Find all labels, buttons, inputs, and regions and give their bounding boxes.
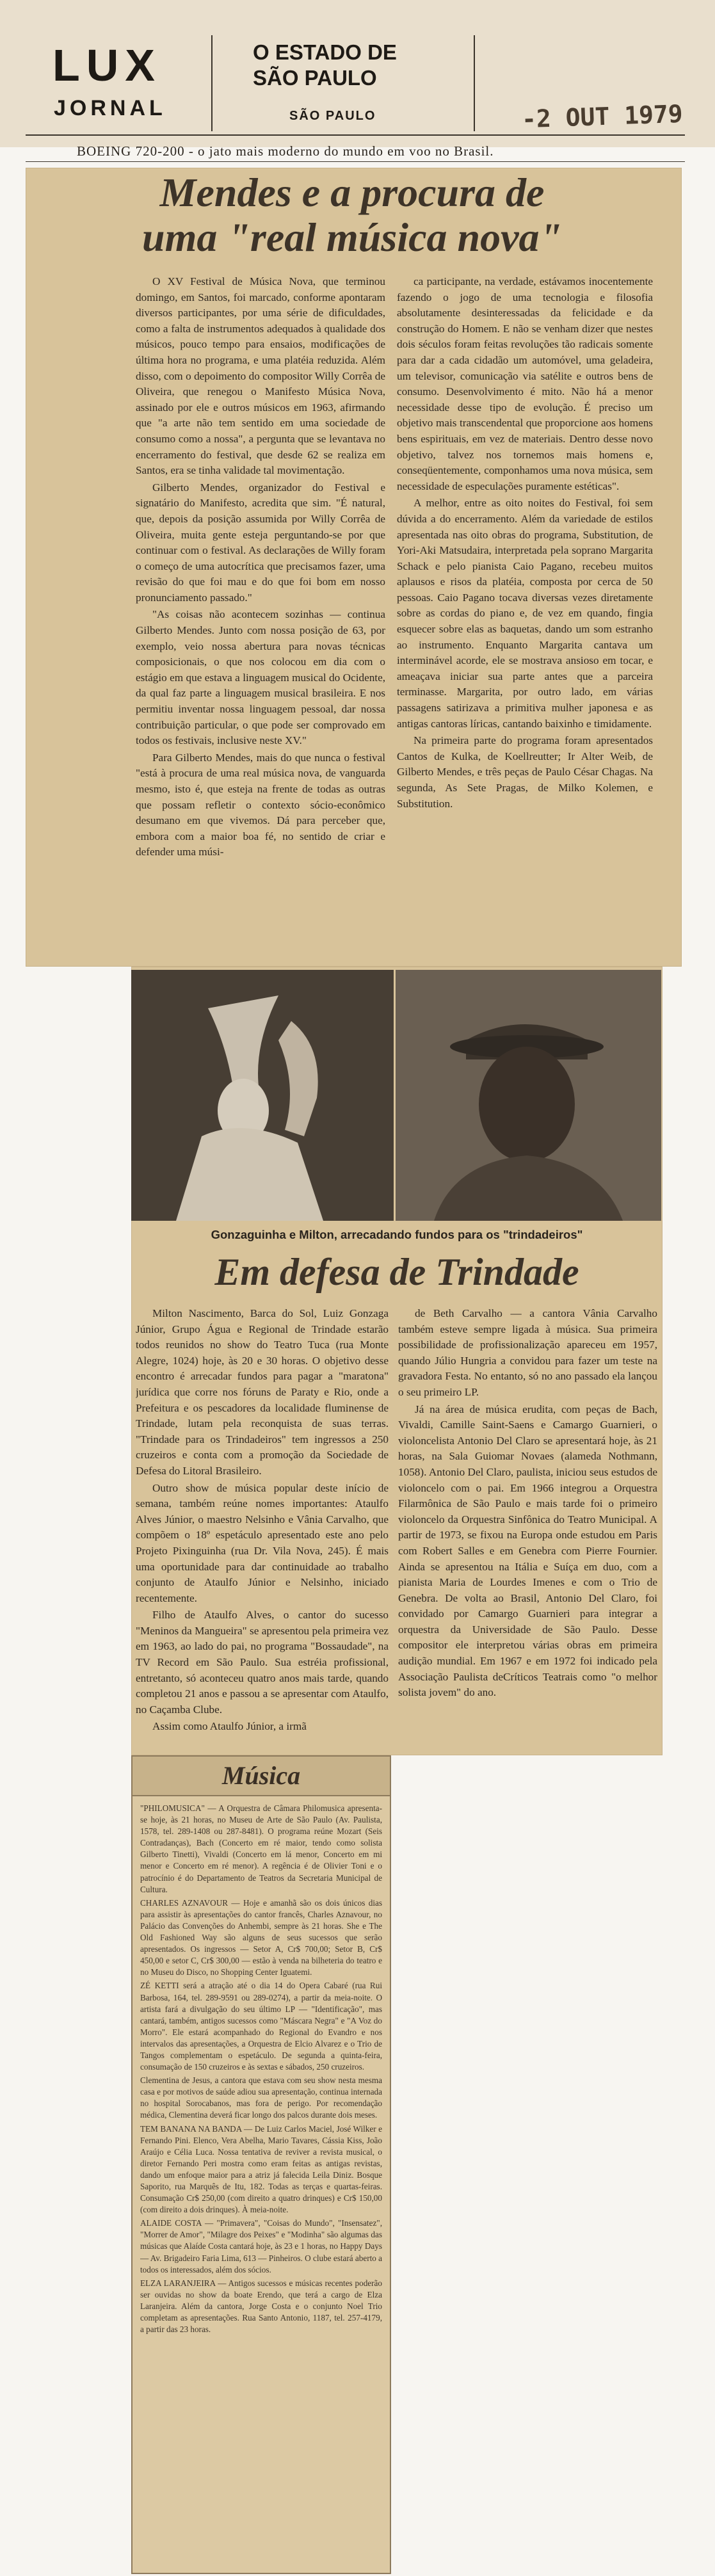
listing-item: "PHILOMUSICA" — A Orquestra de Câmara Philomusica apresenta-se hoje, às 21 horas, no Museu de Arte de São Paulo (Av. Paulista, 1578, tel. 289-1408 ou 287-8481). O programa reúne Mozart (Seis Contradanças), Bach (Concerto em ré maior, tendo como solista Gilberto Tinetti), Vivaldi (Concerto em lá menor, Concerto em mi menor e Concerto em ré menor). A regência é de Olivier Toni e o patrocínio é do Departamento de Teatros da Secretaria Municipal de Cultura.: [140, 1803, 382, 1894]
newspaper-name: [253, 40, 397, 91]
paragraph: ca participante, na verdade, estávamos inocentemente fazendo o jogo de uma tecnologia e filosofia absolutamente desinteressadas da felicidade e da construção do Homem. E não se venham dizer que nestes dois séculos foram feitas revoluções tão radicais somente para dar a cada cidadão um automóvel, uma geladeira, um televisor, comunicação via satélite e outros bens de consumo. Desenvolvimento é mito. Não há a menor necessidade desse tipo de evolução. É preciso um objetivo mais transcendental que proporcione aos homens bens espirituais, em vez de materiais. Dentro desse novo objetivo, talvez nos tornemos mais homens e, conseqüentemente, componhamos uma nova música, sem necessidade de especulações puramente estéticas".: [397, 275, 653, 492]
paragraph: de Beth Carvalho — a cantora Vânia Carvalho também esteve sempre ligada à música. Sua primeira possibilidade de profissionalização apareceu em 1957, quando Júlio Hungria a convidou para fazer um teste na gravadora Festa. No entanto, só no ano passado ela lançou o seu primeiro LP.: [398, 1307, 657, 1398]
gonzaguinha-photo: [131, 970, 394, 1221]
gonzaguinha-photo-image: [131, 970, 394, 1221]
article2-headline: Em defesa de Trindade: [214, 1251, 579, 1293]
article2-col1: [136, 1306, 389, 1754]
paragraph: "As coisas não acontecem sozinhas — continua Gilberto Mendes. Junto com nossa posição de 63, por exemplo, veio nossa abertura para novas técnicas composicionais, o que nos colocou em dia com o estágio em que estava a linguagem musical do Ocidente, da qual faz parte a linguagem musical brasileira. E nos permitiu inventar nossa linguagem pessoal, dar nossa contribuição particular, o que pode ser comprovado em todos os festivais, inclusive neste XV.": [136, 608, 385, 747]
ad-rule: [26, 161, 685, 162]
paragraph: O XV Festival de Música Nova, que terminou domingo, em Santos, foi marcado, conforme apontaram diversos participantes, por uma série de dificuldades, como a falta de instrumentos adequados à qualidade dos músicos, pouco tempo para ensaios, modificações de última hora no programa, e uma platéia reduzida. Além disso, com o depoimento do compositor Willy Corrêa de Oliveira, que renegou o Manifesto Música Nova, assinado por ele e outros músicos em 1963, afirmando que "a arte não tem sentido em uma sociedade de consumo como a nossa", a pergunta que se levantava no encerramento do festival, que desde 62 se realiza em Santos, era se tinha validade tal movimentação.: [136, 275, 385, 477]
header-divider: [474, 35, 475, 131]
lux-title: LUX: [52, 40, 161, 90]
listing-item: Clementina de Jesus, a cantora que estava com seu show nesta mesma casa e por motivos de saúde adiou sua apresentação, continua internada no hospital Sorocabanos, mas fora de perigo. Por recomendação médica, Clementina deverá ficar longo dos palcos durante dois meses.: [140, 2075, 382, 2120]
photo-caption: Gonzaguinha e Milton, arrecadando fundos para os "trindadeiros": [211, 1228, 583, 1241]
journal-subtitle: JORNAL: [54, 96, 166, 120]
musica-header: [133, 1757, 390, 1796]
paragraph: Assim como Ataulfo Júnior, a irmã: [152, 1720, 307, 1733]
article1-col2: [397, 274, 653, 959]
musica-title: Música: [221, 1761, 301, 1790]
musica-listings: [131, 1755, 391, 2574]
header-rule: [26, 134, 685, 136]
paragraph: A melhor, entre as oito noites do Festival, foi sem dúvida a do encerramento. Além da variedade de estilos apresentada nas oito obras do programa, Substitution, de Yori-Aki Matsudaira, interpretada pela soprano Margarita Schack e pelo pianista Caio Pagano, recebeu muitos aplausos e risos da platéia, composta por cerca de 50 pessoas. Caio Pagano tocava diversas vezes diretamente sobre as cordas do piano e, de vez em quando, fingia esquecer sobre elas as baquetas, dando um som estranho ao instrumento. Enquanto Margarita cantava um interminável acorde, ele se mostrava ansioso em tocar, e ameaçava iniciar sua parte antes que a parceira terminasse. Margarita, por outro lado, em várias passagens satirizava a primitiva mulher japonesa e as antigas cantoras líricas, cantando baixinho e timidamente.: [397, 497, 653, 730]
listing-item: ZÉ KETTI será a atração até o dia 14 do Opera Cabaré (rua Rui Barbosa, 164, tel. 289-9591 ou 289-0274), a partir da meia-noite. O artista fará a divulgação do seu último LP — "Identificação", mas cantará, também, antigos sucessos como "Máscara Negra" e "A Voz do Morro". Ele estará acompanhado do Regional do Evandro e nos intervalos das apresentações, a Orquestra de Elcio Alvarez e o Trio de Tangos complementam o espetáculo. De segunda a quinta-feira, consumação de 150 cruzeiros e às sextas e sábados, 250 cruzeiros.: [140, 1981, 382, 2072]
paragraph: Já na área de música erudita, com peças de Bach, Vivaldi, Camille Saint-Saens e Camargo Guarnieri, o violoncelista Antonio Del Claro se apresentará hoje, às 21 horas, na Sala Guiomar Novaes (alameda Nothmann, 1058). Antonio Del Claro, paulista, iniciou seus estudos de violoncelo com o pai. Em 1966 integrou a Orquestra Filarmônica de São Paulo e mais tarde foi o primeiro violoncelo da Orquestra Sinfônica do Teatro Municipal. A partir de 1973, se fixou na Europa onde estudou em Paris com Robert Salles e em Genebra com Pierre Fournier. Ainda se apresentou na Itália e Suíça em duo, com a pianista Maria de Lourdes Imenes e com o Trio de Genebra. De volta ao Brasil, Antonio Del Claro, foi convidado por Camargo Guarnieri para integrar a orquestra da Universidade de São Paulo. Desse compositor ele interpretou várias obras em primeira audição mundial. Em 1967 e em 1972 foi indicado pela Associação Paulista deCríticos Teatrais como "o melhor solista jovem" do ano.: [398, 1403, 657, 1699]
header-divider: [211, 35, 213, 131]
paragraph: Para Gilberto Mendes, mais do que nunca o festival "está à procura de uma real música nova, de vanguarda mesmo, isto é, que esteja na frente de todas as outras que possam refletir o contexto sócio-econômico desumano em que vivemos. Dá para perceber que, embora com a maior boa fé, no sentido de criar e defender uma músi-: [136, 751, 385, 858]
article1-headline-line2: uma "real música nova": [142, 214, 562, 260]
milton-photo: [396, 970, 661, 1221]
ad-line: BOEING 720-200 - o jato mais moderno do mundo em voo no Brasil.: [77, 143, 494, 159]
paragraph: Milton Nascimento, Barca do Sol, Luiz Gonzaga Júnior, Grupo Água e Regional de Trindade estarão todos reunidos no show do Teatro Tuca (rua Monte Alegre, 1024) hoje, às 20 e 30 horas. O objetivo desse encontro é arrecadar fundos para pagar a "maratona" jurídica que corre nos fóruns de Paraty e Rio, onde a Prefeitura e os pescadores da localidade fluminense de Trindade, lutam pela reconquista de suas terras. "Trindade para os Trindadeiros" tem ingressos a 250 cruzeiros e conta com a promoção da Sociedade de Defesa do Litoral Brasileiro.: [136, 1307, 389, 1477]
date-stamp: -2 OUT 1979: [521, 99, 684, 134]
article2-col2: [398, 1306, 657, 1754]
paragraph: Gilberto Mendes, organizador do Festival e signatário do Manifesto, acredita que sim. "É natural, que, depois da posição assumida por Willy Corrêa de Oliveira, muita gente esteja perguntando-se por que continuar com o festival. As declarações de Willy foram o começo de uma autocrítica que precisamos fazer, uma revisão do que foi mau e do que foi bom em nosso pronunciamento passado.": [136, 481, 385, 604]
article1-headline: [32, 170, 672, 260]
listing-item: CHARLES AZNAVOUR — Hoje e amanhã são os dois únicos dias para assistir às apresentações do cantor francês, Charles Aznavour, no Palácio das Convenções do Anhembi, sempre às 21 horas. She e The Old Fashioned Way são alguns de seus sucessos que serão apresentados. Os ingressos — Setor A, Cr$ 700,00; Setor B, Cr$ 450,00 e setor C, Cr$ 300,00 — estão à venda na bilheteria do teatro e no Museu do Disco, no Shopping Center Iguatemi.: [140, 1897, 382, 1977]
listing-item: ELZA LARANJEIRA — Antigos sucessos e músicas recentes poderão ser ouvidas no show da boate Erendo, que terá a cargo de Elza Laranjeira. Além da cantora, Jorge Costa e o conjunto Noel Trio completam as apresentações. Rua Santo Antonio, 1187, tel. 257-4179, a partir das 23 horas.: [140, 2278, 382, 2335]
newspaper-name-line2: SÃO PAULO: [253, 66, 377, 90]
listing-item: ALAIDE COSTA — "Primavera", "Coisas do Mundo", "Insensatez", "Morrer de Amor", "Milagre dos Peixes" e "Modinha" são algumas das músicas que Alaíde Costa cantará hoje, às 23 e 1 horas, no Happy Days — Av. Brigadeiro Faria Lima, 613 — Pinheiros. O clube estará aberto a todos os interessados, além dos sócios.: [140, 2218, 382, 2274]
clipping-header: [0, 0, 715, 147]
paragraph: Outro show de música popular deste início de semana, também reúne nomes importantes: Ataulfo Alves Júnior, o maestro Nelsinho e Vânia Carvalho, que compõem o 18º espetáculo apresentado este ano pelo Projeto Pixinguinha (rua Dr. Vila Nova, 245). É mais uma oportunidade para dar continuidade ao trabalho conjunto de Ataulfo Júnior e Nelsinho, iniciado recentemente.: [136, 1481, 389, 1604]
article1-headline-line1: Mendes e a procura de: [159, 170, 545, 215]
newspaper-name-line1: O ESTADO DE: [253, 40, 397, 64]
paragraph: Na primeira parte do programa foram apresentados Cantos de Kulka, de Koellreutter; Ir Alter Weib, de Gilberto Mendes, e três peças de Paulo César Chagas. Na segunda, As Sete Pragas, de Milko Kolemen, e Substitution.: [397, 734, 653, 810]
newspaper-city: SÃO PAULO: [289, 109, 376, 123]
musica-body: [140, 1803, 382, 2568]
article1-col1: [136, 274, 385, 959]
paragraph: Filho de Ataulfo Alves, o cantor do sucesso "Meninos da Mangueira" se apresentou pela primeira vez em 1963, ao lado do pai, no programa "Bossaudade", na TV Record em São Paulo. Sua estréia profissional, entretanto, só aconteceu quatro anos mais tarde, quando completou 21 anos e passou a se apresentar com Ataulfo, no Caçamba Clube.: [136, 1609, 389, 1716]
milton-photo-image: [396, 970, 661, 1221]
listing-item: TEM BANANA NA BANDA — De Luiz Carlos Maciel, José Wilker e Fernando Pini. Elenco, Vera Abelha, Mario Tavares, Cássia Kiss, João Araújo e Célia Luca. Nossa tentativa de reviver a revista musical, o diretor Fernando Peri mostra como eram feitas as antigas revistas, dando um enfoque maior para a atriz já falecida Leila Diniz. Bosque Saporito, rua Marquês de Itu, 182. Todas as terças e quartas-feiras. Consumação Cr$ 250,00 (com direito a quatro drinques) e Cr$ 150,00 (com direito a dois drinques). À meia-noite.: [140, 2123, 382, 2215]
